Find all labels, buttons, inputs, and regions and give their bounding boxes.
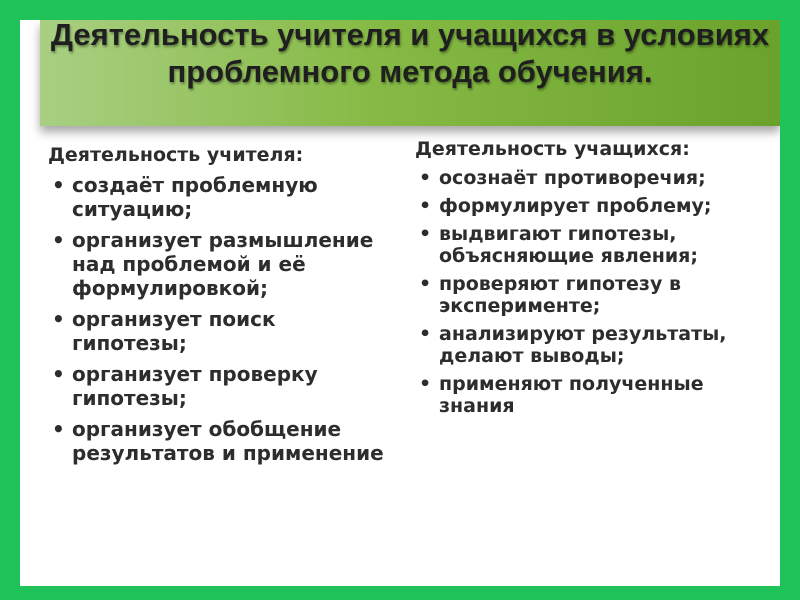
list-item <box>48 228 393 300</box>
list-item-text: организует проверку гипотезы; <box>72 362 318 410</box>
list-item-text: создаёт проблемную ситуацию; <box>72 173 318 221</box>
bullet-icon: • <box>419 323 432 345</box>
bullet-icon: • <box>52 307 65 331</box>
list-item <box>48 307 393 355</box>
bullet-icon: • <box>52 173 65 197</box>
bullet-icon: • <box>52 417 65 441</box>
bullet-icon: • <box>419 167 432 189</box>
list-item-text: осознаёт противоречия; <box>439 167 706 189</box>
list-item-text: организует обобщение результатов и применение <box>72 417 384 465</box>
bullet-icon: • <box>419 223 432 245</box>
list-item <box>48 173 393 221</box>
bullet-icon: • <box>419 273 432 295</box>
list-item <box>415 167 755 189</box>
bullet-icon: • <box>419 195 432 217</box>
list-item-text: анализируют результаты, делают выводы; <box>439 323 727 367</box>
list-item <box>415 323 755 367</box>
students-activity-list <box>415 167 755 417</box>
bullet-icon: • <box>419 373 432 395</box>
list-item-text: проверяют гипотезу в эксперименте; <box>439 273 681 317</box>
list-item <box>48 362 393 410</box>
list-item <box>415 273 755 317</box>
teacher-activity-heading: Деятельность учителя: <box>48 144 304 166</box>
list-item <box>415 223 755 267</box>
teacher-activity-column <box>48 144 393 472</box>
teacher-activity-list <box>48 173 393 465</box>
list-item <box>415 373 755 417</box>
slide-title: Деятельность учителя и учащихся в условиях проблемного метода обучения. <box>50 20 770 89</box>
students-activity-heading: Деятельность учащихся: <box>415 138 690 160</box>
list-item-text: формулирует проблему; <box>439 195 712 217</box>
list-item <box>48 417 393 465</box>
students-activity-column <box>415 138 755 423</box>
list-item-text: применяют полученные знания <box>439 373 704 417</box>
list-item <box>415 195 755 217</box>
list-item-text: выдвигают гипотезы, объясняющие явления; <box>439 223 698 267</box>
bullet-icon: • <box>52 228 65 252</box>
list-item-text: организует поиск гипотезы; <box>72 307 276 355</box>
bullet-icon: • <box>52 362 65 386</box>
slide <box>20 20 780 586</box>
list-item-text: организует размышление над проблемой и её формулировкой; <box>72 228 374 300</box>
